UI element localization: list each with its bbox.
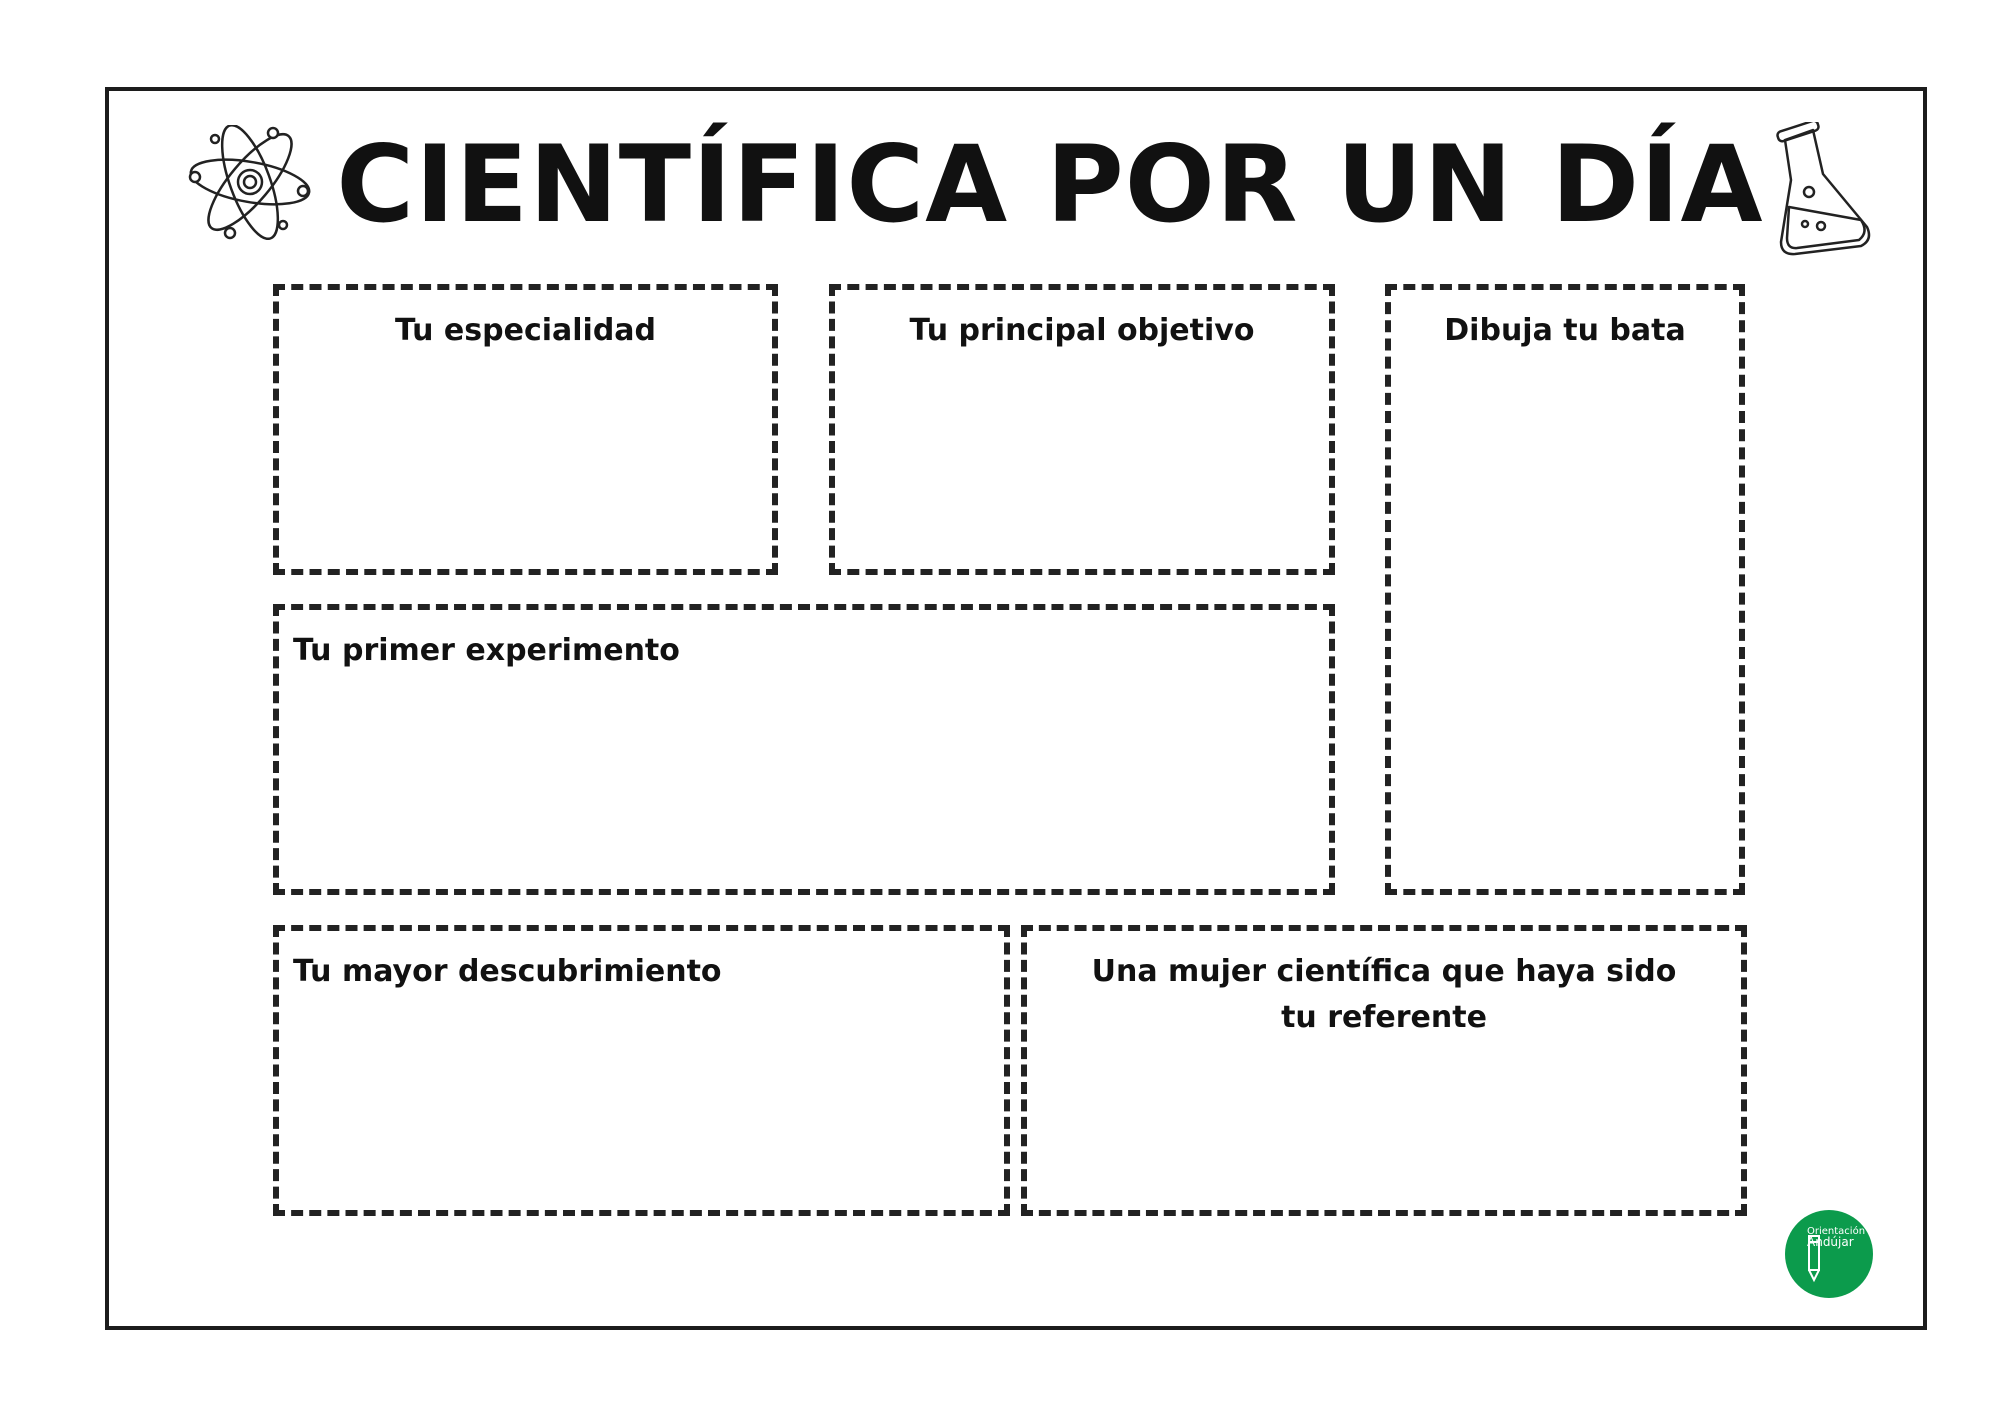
especialidad-label: Tu especialidad — [394, 313, 657, 348]
logo-line-1: Orientación — [1807, 1226, 1866, 1237]
page-title: CIENTÍFICA POR UN DÍA — [336, 123, 1764, 246]
experimento-label: Tu primer experimento — [293, 633, 680, 668]
referente-label: Una mujer científica que haya sido tu referente — [1091, 954, 1677, 1035]
flask-icon — [1765, 122, 1875, 257]
objetivo-box[interactable] — [829, 284, 1335, 575]
descubrimiento-label: Tu mayor descubrimiento — [293, 954, 722, 989]
bata-label: Dibuja tu bata — [1444, 313, 1686, 348]
pencil-icon — [1785, 1210, 1873, 1298]
referente-box[interactable] — [1021, 925, 1747, 1216]
bata-box[interactable] — [1385, 284, 1745, 895]
experimento-box[interactable] — [273, 604, 1335, 895]
objetivo-label: Tu principal objetivo — [909, 313, 1255, 348]
especialidad-box[interactable] — [273, 284, 778, 575]
atom-icon — [185, 125, 315, 240]
logo-line-2: Andújar — [1807, 1235, 1854, 1249]
orientacion-andujar-logo — [1785, 1210, 1873, 1298]
descubrimiento-box[interactable] — [273, 925, 1010, 1216]
